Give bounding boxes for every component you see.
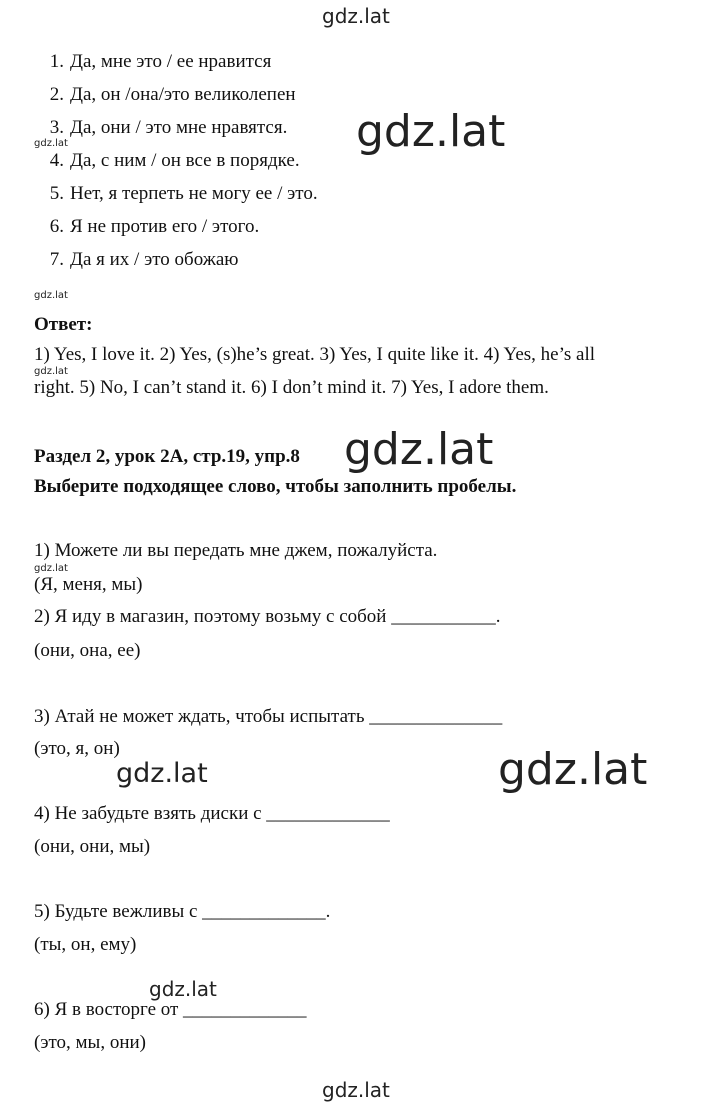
exercise-question: 4) Не забудьте взять диски с _____________: [34, 803, 390, 824]
list-item: 4. Да, с ним / он все в порядке.: [49, 150, 300, 171]
exercise-options: (это, я, он): [34, 738, 120, 759]
watermark-bottom: gdz.lat: [322, 1078, 390, 1102]
section-instruction: Выберите подходящее слово, чтобы заполнить пробелы.: [34, 476, 517, 497]
exercise-question: 1) Можете ли вы передать мне джем, пожалуйста.: [34, 540, 438, 561]
watermark-large: gdz.lat: [498, 744, 648, 795]
answer-line-1: 1) Yes, I love it. 2) Yes, (s)he’s great. 3) Yes, I quite like it. 4) Yes, he’s all: [34, 344, 596, 365]
exercise-options: (они, она, ее): [34, 640, 141, 661]
exercise-options: (Я, меня, мы): [34, 574, 143, 595]
answer-line-2: right. 5) No, I can’t stand it. 6) I don’t mind it. 7) Yes, I adore them.: [34, 377, 549, 398]
watermark-top: gdz.lat: [149, 977, 217, 1001]
watermark-large: gdz.lat: [344, 424, 494, 475]
watermark-medium: gdz.lat: [116, 758, 208, 789]
section-heading: Раздел 2, урок 2А, стр.19, упр.8: [34, 446, 300, 467]
exercise-question: 6) Я в восторге от _____________: [34, 999, 307, 1020]
watermark-large: gdz.lat: [356, 106, 506, 157]
watermark-small: gdz.lat: [34, 290, 68, 301]
watermark-top: gdz.lat: [322, 4, 390, 28]
exercise-options: (это, мы, они): [34, 1032, 146, 1053]
list-item: 1. Да, мне это / ее нравится: [49, 51, 272, 72]
list-item: 2. Да, он /она/это великолепен: [49, 84, 296, 105]
exercise-options: (они, они, мы): [34, 836, 151, 857]
list-item: 6. Я не против его / этого.: [49, 216, 260, 237]
exercise-question: 2) Я иду в магазин, поэтому возьму с собой ___________.: [34, 606, 501, 627]
exercise-question: 3) Атай не может ждать, чтобы испытать ______________: [34, 706, 503, 727]
exercise-question: 5) Будьте вежливы с _____________.: [34, 901, 331, 922]
list-item: 5. Нет, я терпеть не могу ее / это.: [49, 183, 318, 204]
list-item: 3. Да, они / это мне нравятся.: [49, 117, 288, 138]
watermark-small: gdz.lat: [34, 563, 68, 574]
answer-label: Ответ:: [34, 314, 93, 335]
list-item: 7. Да я их / это обожаю: [49, 249, 239, 270]
response-list: [34, 45, 318, 276]
watermark-small: gdz.lat: [34, 138, 68, 149]
watermark-small: gdz.lat: [34, 366, 68, 377]
exercise-options: (ты, он, ему): [34, 934, 137, 955]
